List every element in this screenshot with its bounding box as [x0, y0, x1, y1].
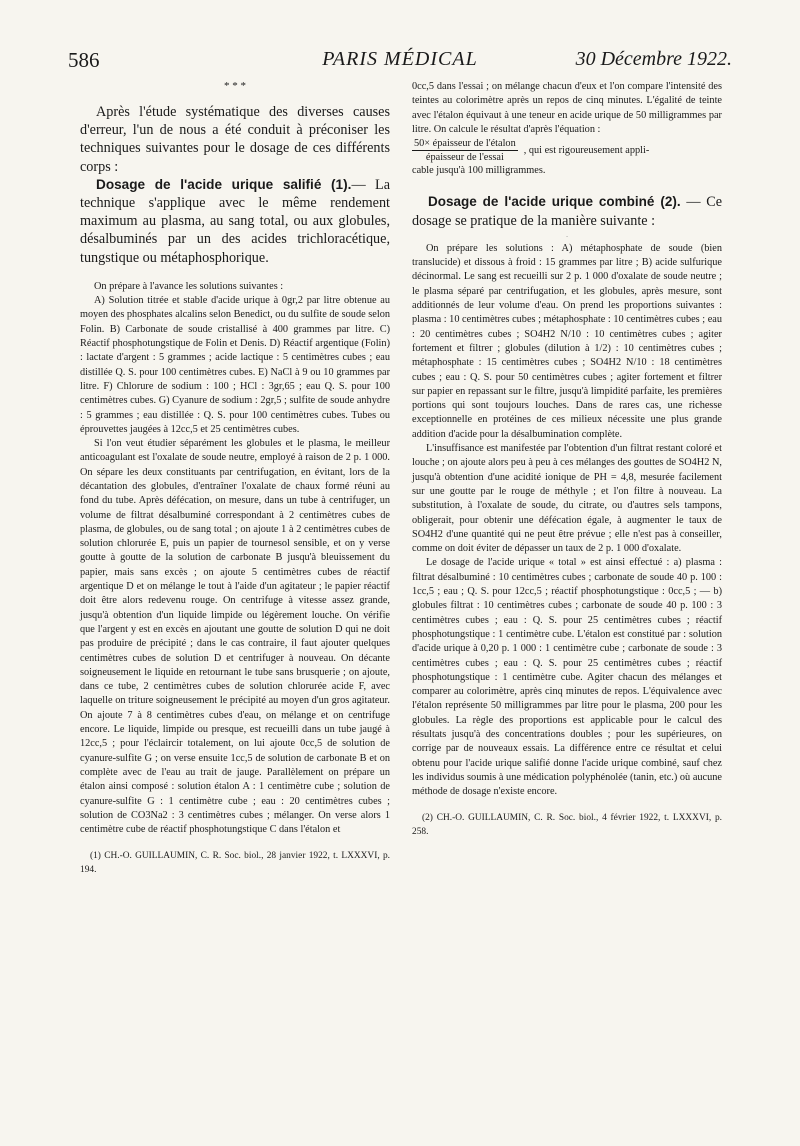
combine-text: — Ce dosage se pratique de la manière suivante :	[412, 194, 722, 229]
right-paragraph-1-end: cable jusqu'à 100 milligrammes.	[412, 165, 546, 177]
equation-denominator: épaisseur de l'essai	[425, 152, 504, 164]
equation-tail: , qui est rigoureusement appli-	[523, 145, 650, 157]
right-column: 0cc,5 dans l'essai ; on mélange chacun d'eux et l'on compare l'intensité des teintes au colorimètre après un repos de cinq minutes. L'égalité de teinte avec l'étalon équivaut à une teneur en acide urique de 50 milligrammes par litre. On calcule le résultat d'après l'équation : $\frac{\text{50× épaisseur de l'étalon}}{\text{épaisseur de l'essai}}$ , qui est rigoureusement appli- cable jusqu'à 100 milligrammes. Dosage de l'acide urique combiné (2). — Ce dosage se pratique de la manière suivante : · On prépare les solutions : A) métaphosphate de soude (bien translucide) et dissous à froid : 15 grammes par litre ; B) acide sulfurique décinormal. Le sang est recueilli sur 2 p. 1 000 d'oxalate de soude neutre ; le plasma séparé par centrifugation, et les globules, après mesure, sont additionnés de leur volume d'eau. On prend les proportions suivantes : plasma : 10 centimètres cubes ; métaphosphate : 10 centimètres cubes ; eau : 20 centimètres cubes ; SO4H2 N/10 : 10 centimètres cubes ; agiter fortement et filtrer ; globules (dilution à 1/2) : 10 centimètres cubes ; métaphosphate : 15 centimètres cubes ; SO4H2 N/10 : 18 centimètres cubes ; eau : Q. S. pour 50 centimètres cubes ; agiter fortement et filtrer sur papier en repassant sur le filtre, jusqu'à limpidité parfaite, les premières portions qui sont toujours louches. Dans de rares cas, une richesse exceptionnelle en protéines de ces milieux nécessite une plus grande addition d'acide pour la désalbumination complète. L'insuffisance est manifestée par l'obtention d'un filtrat restant coloré et louche ; on ajoute alors peu à peu à ces mélanges des gouttes de SO4H2 N, jusqu'à obtention d'une acidité ionique de PH = 4,8, mesurée facilement sur une goutte par le rouge de méthyle ; et l'on filtre à nouveau. La substitution, à l'oxalate de soude, du citrate, ou d'autres sels tampons, obligerait, pour obtenir une défécation égale, à augmenter le taux de SO4H2 d'une quantité qui ne peut être prévue ; elle n'est pas à conseiller, comme on doit éviter de dépasser un taux de 2 p. 1 000 d'oxalate. Le dosage de l'acide urique « total » est ainsi effectué : a) plasma : filtrat désalbuminé : 10 centimètres cubes ; carbonate de soude 40 p. 100 : 1cc,5 ; eau ; Q. S. pour 12cc,5 ; réactif phosphotungstique : 0cc,5 ; — b) globules filtrat : 10 centimètres cubes ; carbonate de soude 40 p. 100 : 3 centimètres cubes ; eau : Q. S. pour 25 centimètres cubes ; réactif phosphotungstique : 1 centimètre cube. L'étalon est constitué par : solution d'acide urique à 0,20 p. 1 000 : 1 centimètre cube ; carbonate de soude : 3 centimètres cubes ; eau : Q. S. pour 25 centimètres cubes ; réactif phosphotungstique : 1 centimètre cube. Agiter chacun des mélanges et comparer au colorimètre, après cinq minutes de repos. L'équivalence avec l'étalon représente 50 milligrammes par litre pour le plasma, 200 pour les globules. La règle des proportions est applicable pour le calcul des résultats jusqu'à des concentrations doubles ; pour les supérieures, on corrige par de nouveaux essais. La différence entre ce résultat et celui obtenu pour l'acide urique salifié donne l'acide urique combiné, sauf chez les individus soumis à une médication polyphénolée (tanin, etc.) où aucune méthode de dosage n'existe encore. (2) CH.-O. GUILLAUMIN, C. R. Soc. biol., 4 février 1922, t. LXXXVI, p. 258.	[412, 81, 722, 838]
salifie-text: — La technique s'applique avec le même rendement maximum au plasma, au sang total, ou aux globules, désalbuminés par un des acides trichloracétique, tungstique ou métaphosphorique.	[80, 176, 391, 266]
right-paragraph-3: L'insuffisance est manifestée par l'obtention d'un filtrat restant coloré et louche ; on ajoute alors peu à peu à ces mélanges des gouttes de SO4H2 N, jusqu'à obtention d'une acidité ionique de PH = 4,8, mesurée facilement sur une goutte par le rouge de méthyle ; et l'on filtre à nouveau. La substitution, à l'oxalate de soude, du citrate, ou d'autres sels tampons, obligerait, pour obtenir une défécation égale, à augmenter le taux de SO4H2 d'une quantité qui ne peut être prévue ; elle n'est pas à conseiller, comme on doit éviter de dépasser un taux de 2 p. 1 000 d'oxalate.	[412, 443, 722, 555]
intro-paragraph: Après l'étude systématique des diverses causes d'erreur, l'un de nous a été conduit à préconiser les techniques suivantes pour le dosage de ces différents corps :	[80, 104, 390, 175]
right-paragraph-2: On prépare les solutions : A) métaphosphate de soude (bien translucide) et dissous à froid : 15 grammes par litre ; B) acide sulfurique décinormal. Le sang est recueilli sur 2 p. 1 000 d'oxalate de soude neutre ; le plasma séparé par centrifugation, et les globules, après mesure, sont additionnés de leur volume d'eau. On prend les proportions suivantes : plasma : 10 centimètres cubes ; métaphosphate : 10 centimètres cubes ; eau : 20 centimètres cubes ; SO4H2 N/10 : 10 centimètres cubes ; agiter fortement et filtrer ; globules (dilution à 1/2) : 10 centimètres cubes ; métaphosphate : 15 centimètres cubes ; SO4H2 N/10 : 18 centimètres cubes ; eau : Q. S. pour 50 centimètres cubes ; agiter fortement et filtrer sur papier en repassant sur le filtre, jusqu'à limpidité parfaite, les premières portions qui sont toujours louches. Dans de rares cas, une richesse exceptionnelle en protéines de ces milieux nécessite une plus grande addition d'acide pour la désalbumination complète.	[412, 242, 722, 440]
combine-heading: Dosage de l'acide urique combiné (2).	[428, 194, 681, 210]
right-paragraph-1: 0cc,5 dans l'essai ; on mélange chacun d'eux et l'on compare l'intensité des teintes au colorimètre après un repos de cinq minutes. L'égalité de teinte avec l'étalon équivaut à une teneur en acide urique de 50 milligrammes par litre. On calcule le résultat d'après l'équation :	[412, 81, 722, 135]
footnote-1: (1) CH.-O. GUILLAUMIN, C. R. Soc. biol., 28 janvier 1922, t. LXXXVI, p. 194.	[80, 851, 390, 876]
left-paragraph-2: A) Solution titrée et stable d'acide urique à 0gr,2 par litre obtenue au moyen des phosphates alcalins selon Benedict, ou du sulfite de soude selon Folin. B) Carbonate de soude cristallisé à 400 grammes par litre. C) Réactif phosphotungstique de Folin et Denis. D) Réactif argentique (Folin) : lactate d'argent : 5 grammes ; acide lactique : 5 centimètres cubes ; eau distillée Q. S. pour 100 centimètres cubes. E) NaCl à 9 ou 10 grammes par litre. F) Chlorure de sodium : 100 ; HCl : 3gr,65 ; eau Q. S. pour 100 centimètres cubes. G) Cyanure de sodium : 2gr,5 ; sulfite de soude anhydre : 5 grammes ; eau distillée : Q. S. pour 100 centimètres cubes. Tubes ou éprouvettes jaugées à 12cc,5 et 25 centimètres cubes.	[80, 295, 390, 435]
equation-numerator: 50× épaisseur de l'étalon	[414, 138, 516, 150]
right-paragraph-4: Le dosage de l'acide urique « total » est ainsi effectué : a) plasma : filtrat désalbuminé : 10 centimètres cubes ; carbonate de soude 40 p. 100 : 1cc,5 ; eau ; Q. S. pour 12cc,5 ; réactif phosphotungstique : 0cc,5 ; — b) globules filtrat : 10 centimètres cubes ; carbonate de soude 40 p. 100 : 3 centimètres cubes ; eau : Q. S. pour 25 centimètres cubes ; réactif phosphotungstique : 1 centimètre cube. L'étalon est constitué par : solution d'acide urique à 0,20 p. 1 000 : 1 centimètre cube ; carbonate de soude : 3 centimètres cubes ; eau : Q. S. pour 25 centimètres cubes ; réactif phosphotungstique : 1 centimètre cube. Agiter chacun des mélanges et comparer au colorimètre, après cinq minutes de repos. L'équivalence avec l'étalon représente 50 milligrammes par litre pour le plasma, 200 pour les globules. La règle des proportions est applicable pour le calcul des résultats jusqu'à des concentrations doubles ; pour les supérieures, on corrige par de nouveaux essais. La différence entre ce résultat et celui obtenu pour l'acide urique salifié donne l'acide urique combiné, sauf chez les individus soumis à une médication polyphénolée (tanin, etc.) où aucune méthode de dosage n'existe encore.	[412, 557, 722, 798]
equation-fraction	[412, 137, 518, 164]
combine-section	[412, 193, 722, 229]
journal-title: PARIS MÉDICAL	[322, 48, 478, 70]
left-paragraph-3: Si l'on veut étudier séparément les globules et le plasma, le meilleur anticoagulant est l'oxalate de soude neutre, employé à raison de 2 p. 1 000. On sépare les deux constituants par centrifugation, en évitant, lors de la décantation des globules, d'entraîner l'oxalate de chaux formé réuni au fond du tube. Après défécation, on mesure, dans un tube à centrifuger, un volume de filtrat désalbuminé correspondant à 2 centimètres cubes de plasma, de globules, ou de sang total ; on ajoute 1 à 2 centimètres cubes de solution chlorurée E, puis un papier de tournesol sensible, et on y verse goutte à goutte de la solution de carbonate B jusqu'à bleuissement du papier, mais sans excès ; on ajoute 5 centimètres cubes de réactif argentique D et on mélange le tout à l'aide d'un agitateur ; le papier réactif doit être alors redevenu rouge. On centrifuge à vitesse assez grande, jusqu'à obtention d'un liquide limpide ou légèrement louche. On vérifie que l'argent y est en excès en ajoutant une goutte de solution D qui ne doit pas produire de précipité ; dans le cas contraire, il faut ajouter quelques centimètres cubes de solution D et centrifuger à nouveau. On décante soigneusement le liquide en retournant le tube sans brusquerie ; on ajoute, dans ce tube, 2 centimètres cubes de solution chlorurée acide F, avec laquelle on triture soigneusement le précipité au moyen d'un gros agitateur. On ajoute 7 à 8 centimètres cubes d'eau, on mélange et on centrifuge encore. Le liquide, limpide ou presque, est recueilli dans un tube jaugé à 12cc,5 ; pour l'éclaircir totalement, on lui ajoute 0cc,5 de solution de cyanure-sulfite G ; on verse ensuite 1cc,5 de solution de carbonate B et on complète avec de l'eau au trait de jauge. Parallèlement on prépare un étalon ainsi composé : solution étalon A : 1 centimètre cube ; solution de cyanure-sulfite G : 1 centimètre cube ; eau : 20 centimètres cubes ; solution de CO3Na2 : 3 centimètres cubes ; mélanger. On verse alors 1 centimètre cube de réactif phosphotungstique C dans l'étalon et	[80, 438, 390, 836]
page-header	[68, 48, 732, 78]
left-column	[80, 80, 390, 877]
salifie-heading: Dosage de l'acide urique salifié (1).	[96, 176, 352, 192]
left-paragraph-1: On prépare à l'avance les solutions suivantes :	[94, 280, 284, 292]
page-number: 586	[68, 48, 100, 72]
salifie-section	[80, 176, 390, 267]
equation	[412, 137, 722, 164]
issue-date: 30 Décembre 1922.	[575, 48, 732, 70]
footnote-2: (2) CH.-O. GUILLAUMIN, C. R. Soc. biol., 4 février 1922, t. LXXXVI, p. 258.	[412, 813, 722, 838]
section-separator-stars: * * *	[224, 80, 246, 92]
